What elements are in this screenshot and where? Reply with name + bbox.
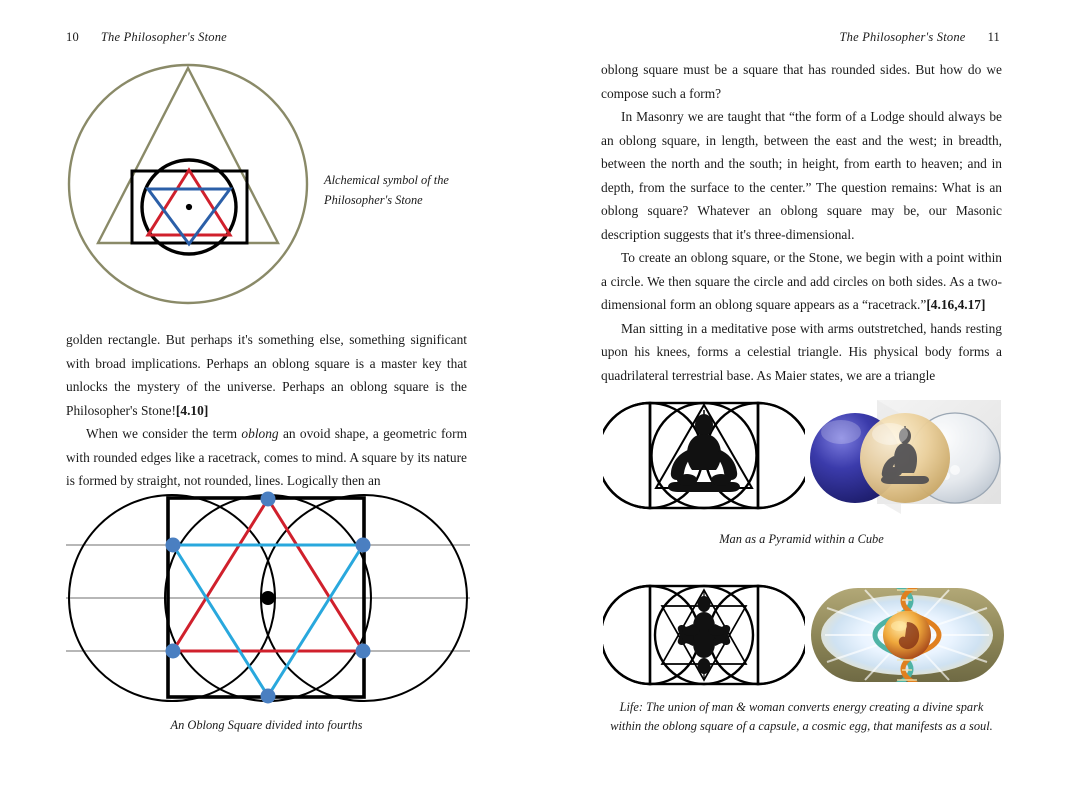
running-head-left [66, 30, 227, 45]
outer-circle [69, 65, 307, 303]
right-page [533, 0, 1066, 800]
red-triangle [173, 499, 363, 651]
life-geometry-figure [603, 582, 805, 688]
paragraph-1 [66, 328, 467, 422]
paragraph-3-reference: [4.16,4.17] [926, 297, 986, 312]
paragraph-4: Man sitting in a meditative pose with arms outstretched, hands resting upon his knees, forms a celestial triangle. His physical body forms a quadrilateral terrestrial base. As Maier states, we are a triangle [601, 320, 1002, 383]
running-head-right [840, 30, 1000, 45]
right-column-text [601, 58, 1002, 387]
vertex-node-top [261, 492, 276, 507]
left-column-text [66, 328, 467, 493]
alchemical-symbol-svg [66, 58, 314, 310]
red-triangle [148, 170, 230, 235]
running-title-right: The Philosopher's Stone [839, 30, 966, 44]
cosmic-egg-figure [805, 582, 1010, 688]
mirrored-figure [678, 592, 731, 678]
paragraph-3-text: To create an oblong square, or the Stone, we begin with a point within a circle. We then square the circle and add circles on both sides. As a two-dimensional form an oblong square appears as a “racetrack.” [601, 250, 1002, 312]
gold-orb-with-figure [860, 413, 950, 503]
vertex-node-upper-right [356, 538, 371, 553]
paragraph-1-reference: [4.10] [175, 402, 209, 418]
paragraph-2 [66, 422, 467, 493]
figure-caption-oblong-square: An Oblong Square divided into fourths [170, 718, 363, 732]
vertex-node-lower-right [356, 644, 371, 659]
figure-caption-pyramid-within-cube: Man as a Pyramid within a Cube [719, 532, 884, 546]
center-point [186, 204, 192, 210]
oblong-square-figure [62, 488, 474, 706]
folio-right: 11 [987, 30, 1000, 44]
cosmic-egg-svg [805, 582, 1010, 688]
center-dot [261, 591, 275, 605]
vertex-node-upper-left [166, 538, 181, 553]
paragraph-1-text: golden rectangle. But perhaps it's something else, something significant with broad implications. Perhaps an oblong square is a master key that unlocks the mystery of the universe. Perhaps an oblong square is the Philosopher's Stone! [66, 332, 467, 418]
pyramid-within-cube-svg [603, 398, 805, 513]
figure-caption-life-line1: Life: The union of man & woman converts energy creating a divine spark [619, 700, 984, 714]
folio-left: 10 [66, 30, 79, 44]
vertex-node-bottom [261, 689, 276, 704]
figure-caption-life [601, 698, 1002, 736]
three-orbs-svg [805, 396, 1005, 514]
paragraph-3 [601, 246, 1002, 317]
pyramid-within-cube-figure [603, 398, 805, 513]
figure-caption-alchemical-symbol: Alchemical symbol of the Philosopher's Stone [324, 173, 449, 207]
paragraph-1: oblong square must be a square that has rounded sides. But how do we compose such a form? [601, 62, 1002, 101]
figure-caption-life-line2: within the oblong square of a capsule, a cosmic egg, that manifests as a soul. [610, 719, 993, 733]
three-orbs-figure [805, 396, 1005, 514]
triangle [98, 68, 278, 243]
paragraph-2-tail: an ovoid shape, a geometric form with rounded edges like a racetrack, comes to mind. A square by its nature is formed by straight, not rounded, lines. Logically then an [66, 426, 467, 488]
paragraph-2-italic-term: oblong [241, 426, 279, 441]
egg-embryo [883, 611, 931, 659]
paragraph-2-lead: When we consider the term [86, 426, 242, 441]
vertex-node-lower-left [166, 644, 181, 659]
running-title-left: The Philosopher's Stone [100, 30, 227, 44]
paragraph-2: In Masonry we are taught that “the form of a Lodge should always be an oblong square, in length, between the east and the west; in breadth, between the north and the south; in height, from earth to heaven; and in depth, from the surface to the center.” The question remains: What is an oblong square? Whatever an oblong square may be, our Masonic description suggests that it's three-dimensional. [601, 109, 1002, 242]
meditating-figure [668, 410, 740, 492]
life-geometry-svg [603, 582, 805, 688]
cyan-triangle [173, 545, 363, 696]
oblong-square-svg [62, 488, 474, 706]
alchemical-symbol-figure [66, 58, 314, 310]
